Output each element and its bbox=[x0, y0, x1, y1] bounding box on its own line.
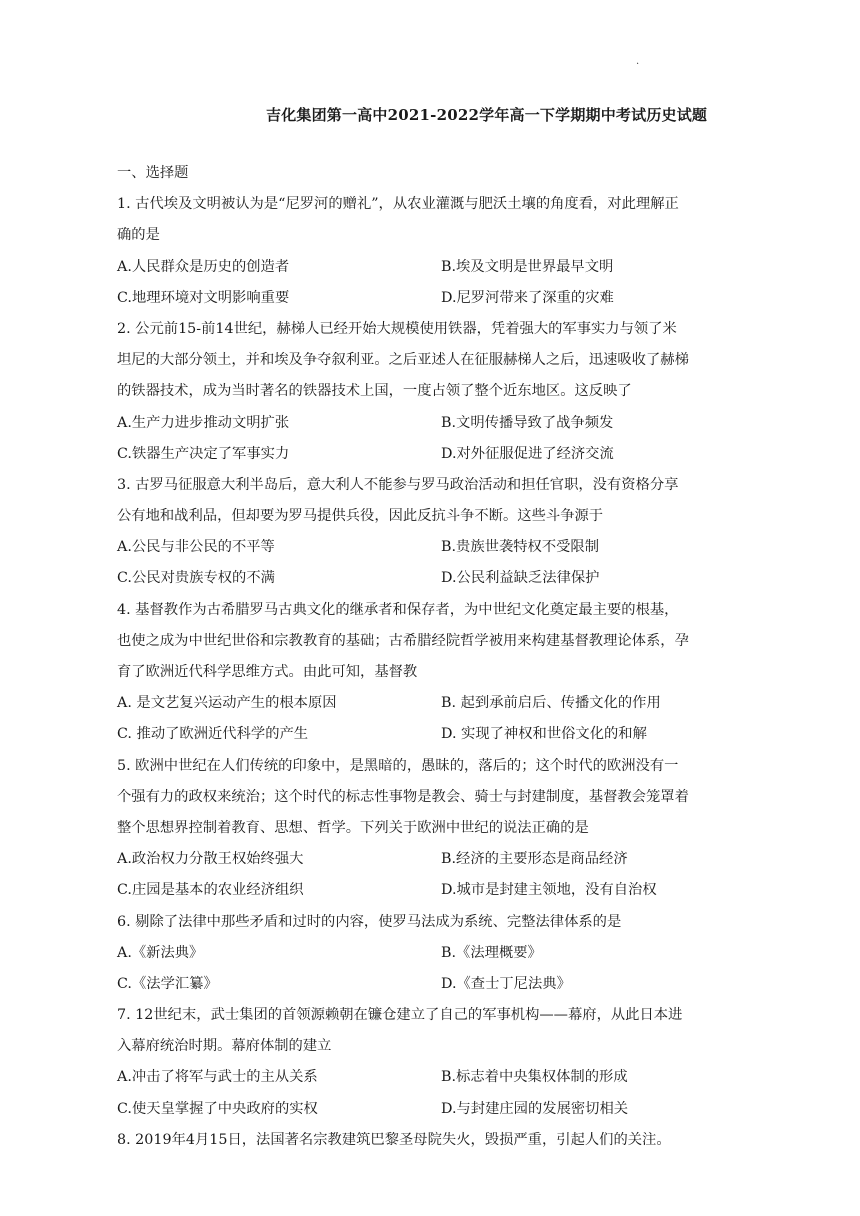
question-text-line: 确的是 bbox=[117, 227, 160, 244]
option-b: B.经济的主要形态是商品经济 bbox=[441, 851, 628, 868]
corner-dot: . bbox=[636, 56, 640, 67]
question-list bbox=[117, 189, 737, 1156]
question-text-line: 个强有力的政权来统治；这个时代的标志性事物是教会、骑士与封建制度，基督教会笼罩着 bbox=[117, 788, 689, 805]
option-d: D.与封建庄园的发展密切相关 bbox=[441, 1100, 629, 1117]
option-row bbox=[117, 252, 737, 283]
option-row bbox=[117, 875, 737, 906]
option-b: B.文明传播导致了战争频发 bbox=[441, 414, 614, 431]
option-b: B.贵族世袭特权不受限制 bbox=[441, 539, 600, 556]
option-a: A. 是文艺复兴运动产生的根本原因 bbox=[117, 695, 337, 712]
option-row bbox=[117, 439, 737, 470]
option-row bbox=[117, 532, 737, 563]
section-heading: 一、选择题 bbox=[117, 165, 189, 181]
option-c: C.《法学汇纂》 bbox=[117, 975, 218, 992]
question-text-line: 4. 基督教作为古希腊罗马古典文化的继承者和保存者，为中世纪文化奠定最主要的根基， bbox=[117, 601, 679, 618]
option-d: D.《查士丁尼法典》 bbox=[441, 975, 571, 992]
question-5 bbox=[117, 751, 737, 907]
option-d: D.尼罗河带来了深重的灾难 bbox=[441, 289, 614, 306]
option-row bbox=[117, 688, 737, 719]
option-a: A.人民群众是历史的创造者 bbox=[117, 258, 290, 275]
option-d: D.城市是封建主领地，没有自治权 bbox=[441, 882, 657, 899]
question-text-line: 1. 古代埃及文明被认为是“尼罗河的赠礼”，从农业灌溉与肥沃土壤的角度看，对此理解正 bbox=[117, 196, 679, 213]
option-d: D.公民利益缺乏法律保护 bbox=[441, 570, 600, 587]
option-c: C.庄园是基本的农业经济组织 bbox=[117, 882, 304, 899]
option-a: A.冲击了将军与武士的主从关系 bbox=[117, 1069, 318, 1086]
question-4 bbox=[117, 595, 737, 751]
question-text-line: 入幕府统治时期。幕府体制的建立 bbox=[117, 1038, 332, 1055]
question-text-line: 6. 剔除了法律中那些矛盾和过时的内容，使罗马法成为系统、完整法律体系的是 bbox=[117, 913, 622, 930]
question-text-line: 7. 12世纪末，武士集团的首领源赖朝在镰仓建立了自己的军事机构——幕府，从此日本进 bbox=[117, 1007, 683, 1024]
option-d: D.对外征服促进了经济交流 bbox=[441, 445, 614, 462]
option-c: C.铁器生产决定了军事实力 bbox=[117, 445, 290, 462]
question-1 bbox=[117, 189, 737, 314]
question-text-line: 3. 古罗马征服意大利半岛后，意大利人不能参与罗马政治活动和担任官职，没有资格分享 bbox=[117, 476, 679, 493]
exam-content bbox=[117, 158, 737, 1156]
option-row bbox=[117, 408, 737, 439]
option-row bbox=[117, 563, 737, 594]
question-text-line: 也使之成为中世纪世俗和宗教教育的基础；古希腊经院哲学被用来构建基督教理论体系，孕 bbox=[117, 632, 689, 649]
question-7 bbox=[117, 1000, 737, 1125]
question-text-line: 整个思想界控制着教育、思想、哲学。下列关于欧洲中世纪的说法正确的是 bbox=[117, 819, 589, 836]
option-c: C.使天皇掌握了中央政府的实权 bbox=[117, 1100, 318, 1117]
option-b: B.标志着中央集权体制的形成 bbox=[441, 1069, 628, 1086]
option-b: B.《法理概要》 bbox=[441, 944, 542, 961]
option-c: C. 推动了欧洲近代科学的产生 bbox=[117, 726, 309, 743]
option-row bbox=[117, 938, 737, 969]
option-b: B. 起到承前启后、传播文化的作用 bbox=[441, 695, 661, 712]
option-row bbox=[117, 719, 737, 750]
option-c: C.公民对贵族专权的不满 bbox=[117, 570, 275, 587]
option-c: C.地理环境对文明影响重要 bbox=[117, 289, 290, 306]
option-a: A.公民与非公民的不平等 bbox=[117, 539, 275, 556]
option-b: B.埃及文明是世界最早文明 bbox=[441, 258, 614, 275]
question-text-line: 公有地和战利品，但却要为罗马提供兵役，因此反抗斗争不断。这些斗争源于 bbox=[117, 508, 604, 525]
question-text-line: 8. 2019年4月15日，法国著名宗教建筑巴黎圣母院失火，毁损严重，引起人们的关注。 bbox=[117, 1131, 671, 1148]
option-a: A.生产力进步推动文明扩张 bbox=[117, 414, 290, 431]
option-row bbox=[117, 844, 737, 875]
question-3 bbox=[117, 470, 737, 595]
question-text-line: 2. 公元前15-前14世纪，赫梯人已经开始大规模使用铁器，凭着强大的军事实力与领了米 bbox=[117, 320, 677, 337]
question-text-line: 坦尼的大部分领土，并和埃及争夺叙利亚。之后亚述人在征服赫梯人之后，迅速吸收了赫梯 bbox=[117, 352, 689, 369]
question-6 bbox=[117, 907, 737, 1001]
option-row bbox=[117, 1062, 737, 1093]
question-text-line: 5. 欧洲中世纪在人们传统的印象中，是黑暗的，愚昧的，落后的；这个时代的欧洲没有一 bbox=[117, 757, 679, 774]
option-row bbox=[117, 283, 737, 314]
page-title: 吉化集团第一高中2021-2022学年高一下学期期中考试历史试题 bbox=[266, 106, 708, 124]
question-text-line: 育了欧洲近代科学思维方式。由此可知，基督教 bbox=[117, 664, 418, 680]
question-8 bbox=[117, 1125, 737, 1156]
option-row bbox=[117, 1094, 737, 1125]
option-row bbox=[117, 969, 737, 1000]
question-text-line: 的铁器技术，成为当时著名的铁器技术上国，一度占领了整个近东地区。这反映了 bbox=[117, 383, 632, 400]
option-a: A.政治权力分散王权始终强大 bbox=[117, 851, 304, 868]
question-2 bbox=[117, 314, 737, 470]
option-d: D. 实现了神权和世俗文化的和解 bbox=[441, 726, 647, 743]
option-a: A.《新法典》 bbox=[117, 944, 204, 961]
